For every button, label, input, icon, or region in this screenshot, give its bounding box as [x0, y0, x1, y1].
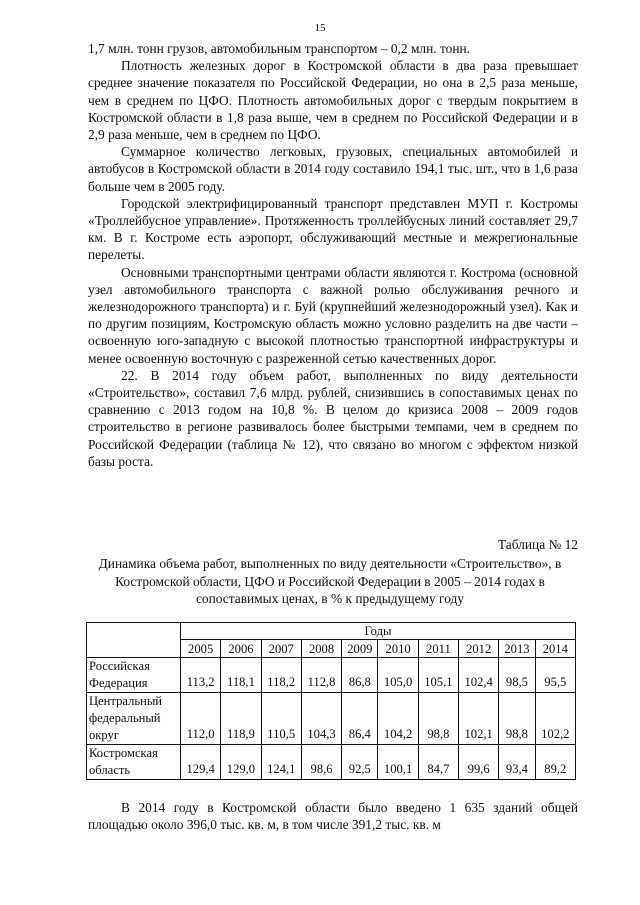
year-header: 2011 — [418, 640, 458, 658]
body-text-bottom — [88, 799, 578, 833]
value-cell: 118,2 — [261, 658, 301, 693]
table-row — [87, 658, 576, 693]
value-cell: 84,7 — [418, 745, 458, 780]
year-header: 2014 — [535, 640, 575, 658]
table-corner-cell — [87, 623, 181, 658]
paragraph: 1,7 млн. тонн грузов, автомобильным транспортом – 0,2 млн. тонн. — [88, 41, 471, 56]
value-cell: 102,4 — [459, 658, 499, 693]
year-header: 2008 — [301, 640, 341, 658]
value-cell: 105,1 — [418, 658, 458, 693]
value-cell: 92,5 — [342, 745, 378, 780]
value-cell: 104,2 — [378, 693, 418, 745]
year-header: 2012 — [459, 640, 499, 658]
value-cell: 105,0 — [378, 658, 418, 693]
years-header: Годы — [181, 623, 576, 640]
value-cell: 102,2 — [535, 693, 575, 745]
value-cell: 99,6 — [459, 745, 499, 780]
data-table — [86, 622, 576, 780]
value-cell: 129,0 — [221, 745, 261, 780]
table-row — [87, 693, 576, 745]
paragraph: Городской электрифицированный транспорт представлен МУП г. Костромы «Троллейбусное управление». Протяженность троллейбусных линий составляет 29,7 км. В г. Костроме есть аэропорт, обслуживающий местные и межрегиональные перелеты. — [88, 195, 578, 263]
value-cell: 95,5 — [535, 658, 575, 693]
page-number: 15 — [314, 22, 326, 34]
value-cell: 112,0 — [181, 693, 221, 745]
body-text-top — [88, 40, 578, 470]
year-header: 2007 — [261, 640, 301, 658]
value-cell: 104,3 — [301, 693, 341, 745]
paragraph: Основными транспортными центрами области являются г. Кострома (основной узел автомобильного транспорта с важной ролью обслуживания речного и железнодорожного транспорта) и г. Буй (крупнейший железнодорожный узел). Как и по другим позициям, Костромскую область можно условно разделить на две части – освоенную юго-западную с высокой плотностью транспортной инфраструктуры и менее освоенную восточную с разреженной сетью качественных дорог. — [88, 264, 578, 366]
year-header: 2013 — [499, 640, 535, 658]
value-cell: 93,4 — [499, 745, 535, 780]
value-cell: 118,9 — [221, 693, 261, 745]
value-cell: 113,2 — [181, 658, 221, 693]
table-label: Таблица № 12 — [497, 537, 578, 552]
region-cell: Центральный федеральный округ — [87, 693, 181, 745]
value-cell: 102,1 — [459, 693, 499, 745]
value-cell: 98,5 — [499, 658, 535, 693]
table-caption: Динамика объема работ, выполненных по виду деятельности «Строительство», в Костромской области, ЦФО и Российской Федерации в 2005 – 2014 годах в сопоставимых ценах, в % к предыдущему году — [98, 556, 562, 606]
region-cell: Российская Федерация — [87, 658, 181, 693]
paragraph: Плотность железных дорог в Костромской области в два раза превышает среднее значение показателя по Российской Федерации, но она в 2,5 раза меньше, чем в среднем по ЦФО. Плотность автомобильных дорог с твердым покрытием в Костромской области в 1,8 раза выше, чем в среднем по Российской Федерации и в 2,9 раза меньше, чем в среднем по ЦФО. — [88, 58, 578, 143]
value-cell: 112,8 — [301, 658, 341, 693]
year-header: 2006 — [221, 640, 261, 658]
paragraph: Суммарное количество легковых, грузовых, специальных автомобилей и автобусов в Костромской области в 2014 году составило 194,1 тыс. шт., что в 1,6 раза больше чем в 2005 году. — [88, 144, 578, 194]
value-cell: 110,5 — [261, 693, 301, 745]
table-header-row — [87, 623, 576, 640]
paragraph: В 2014 году в Костромской области было введено 1 635 зданий общей площадью около 396,0 тыс. кв. м, в том числе 391,2 тыс. кв. м — [88, 800, 578, 833]
region-cell: Костромская область — [87, 745, 181, 780]
year-header: 2009 — [342, 640, 378, 658]
paragraph: 22. В 2014 году объем работ, выполненных по виду деятельности «Строительство», составил 7,6 млрд. рублей, снизившись в сопоставимых ценах по сравнению с 2013 годом на 10,8 %. В целом до кризиса 2008 – 2009 годов строительство в регионе развивалось более быстрыми темпами, чем в среднем по Российской Федерации (таблица № 12), что связано во многом с эффектом низкой базы роста. — [88, 367, 578, 469]
value-cell: 86,4 — [342, 693, 378, 745]
value-cell: 100,1 — [378, 745, 418, 780]
table-row — [87, 745, 576, 780]
year-header: 2010 — [378, 640, 418, 658]
value-cell: 86,8 — [342, 658, 378, 693]
value-cell: 118,1 — [221, 658, 261, 693]
value-cell: 129,4 — [181, 745, 221, 780]
year-header: 2005 — [181, 640, 221, 658]
value-cell: 124,1 — [261, 745, 301, 780]
value-cell: 98,8 — [499, 693, 535, 745]
value-cell: 98,6 — [301, 745, 341, 780]
value-cell: 89,2 — [535, 745, 575, 780]
value-cell: 98,8 — [418, 693, 458, 745]
